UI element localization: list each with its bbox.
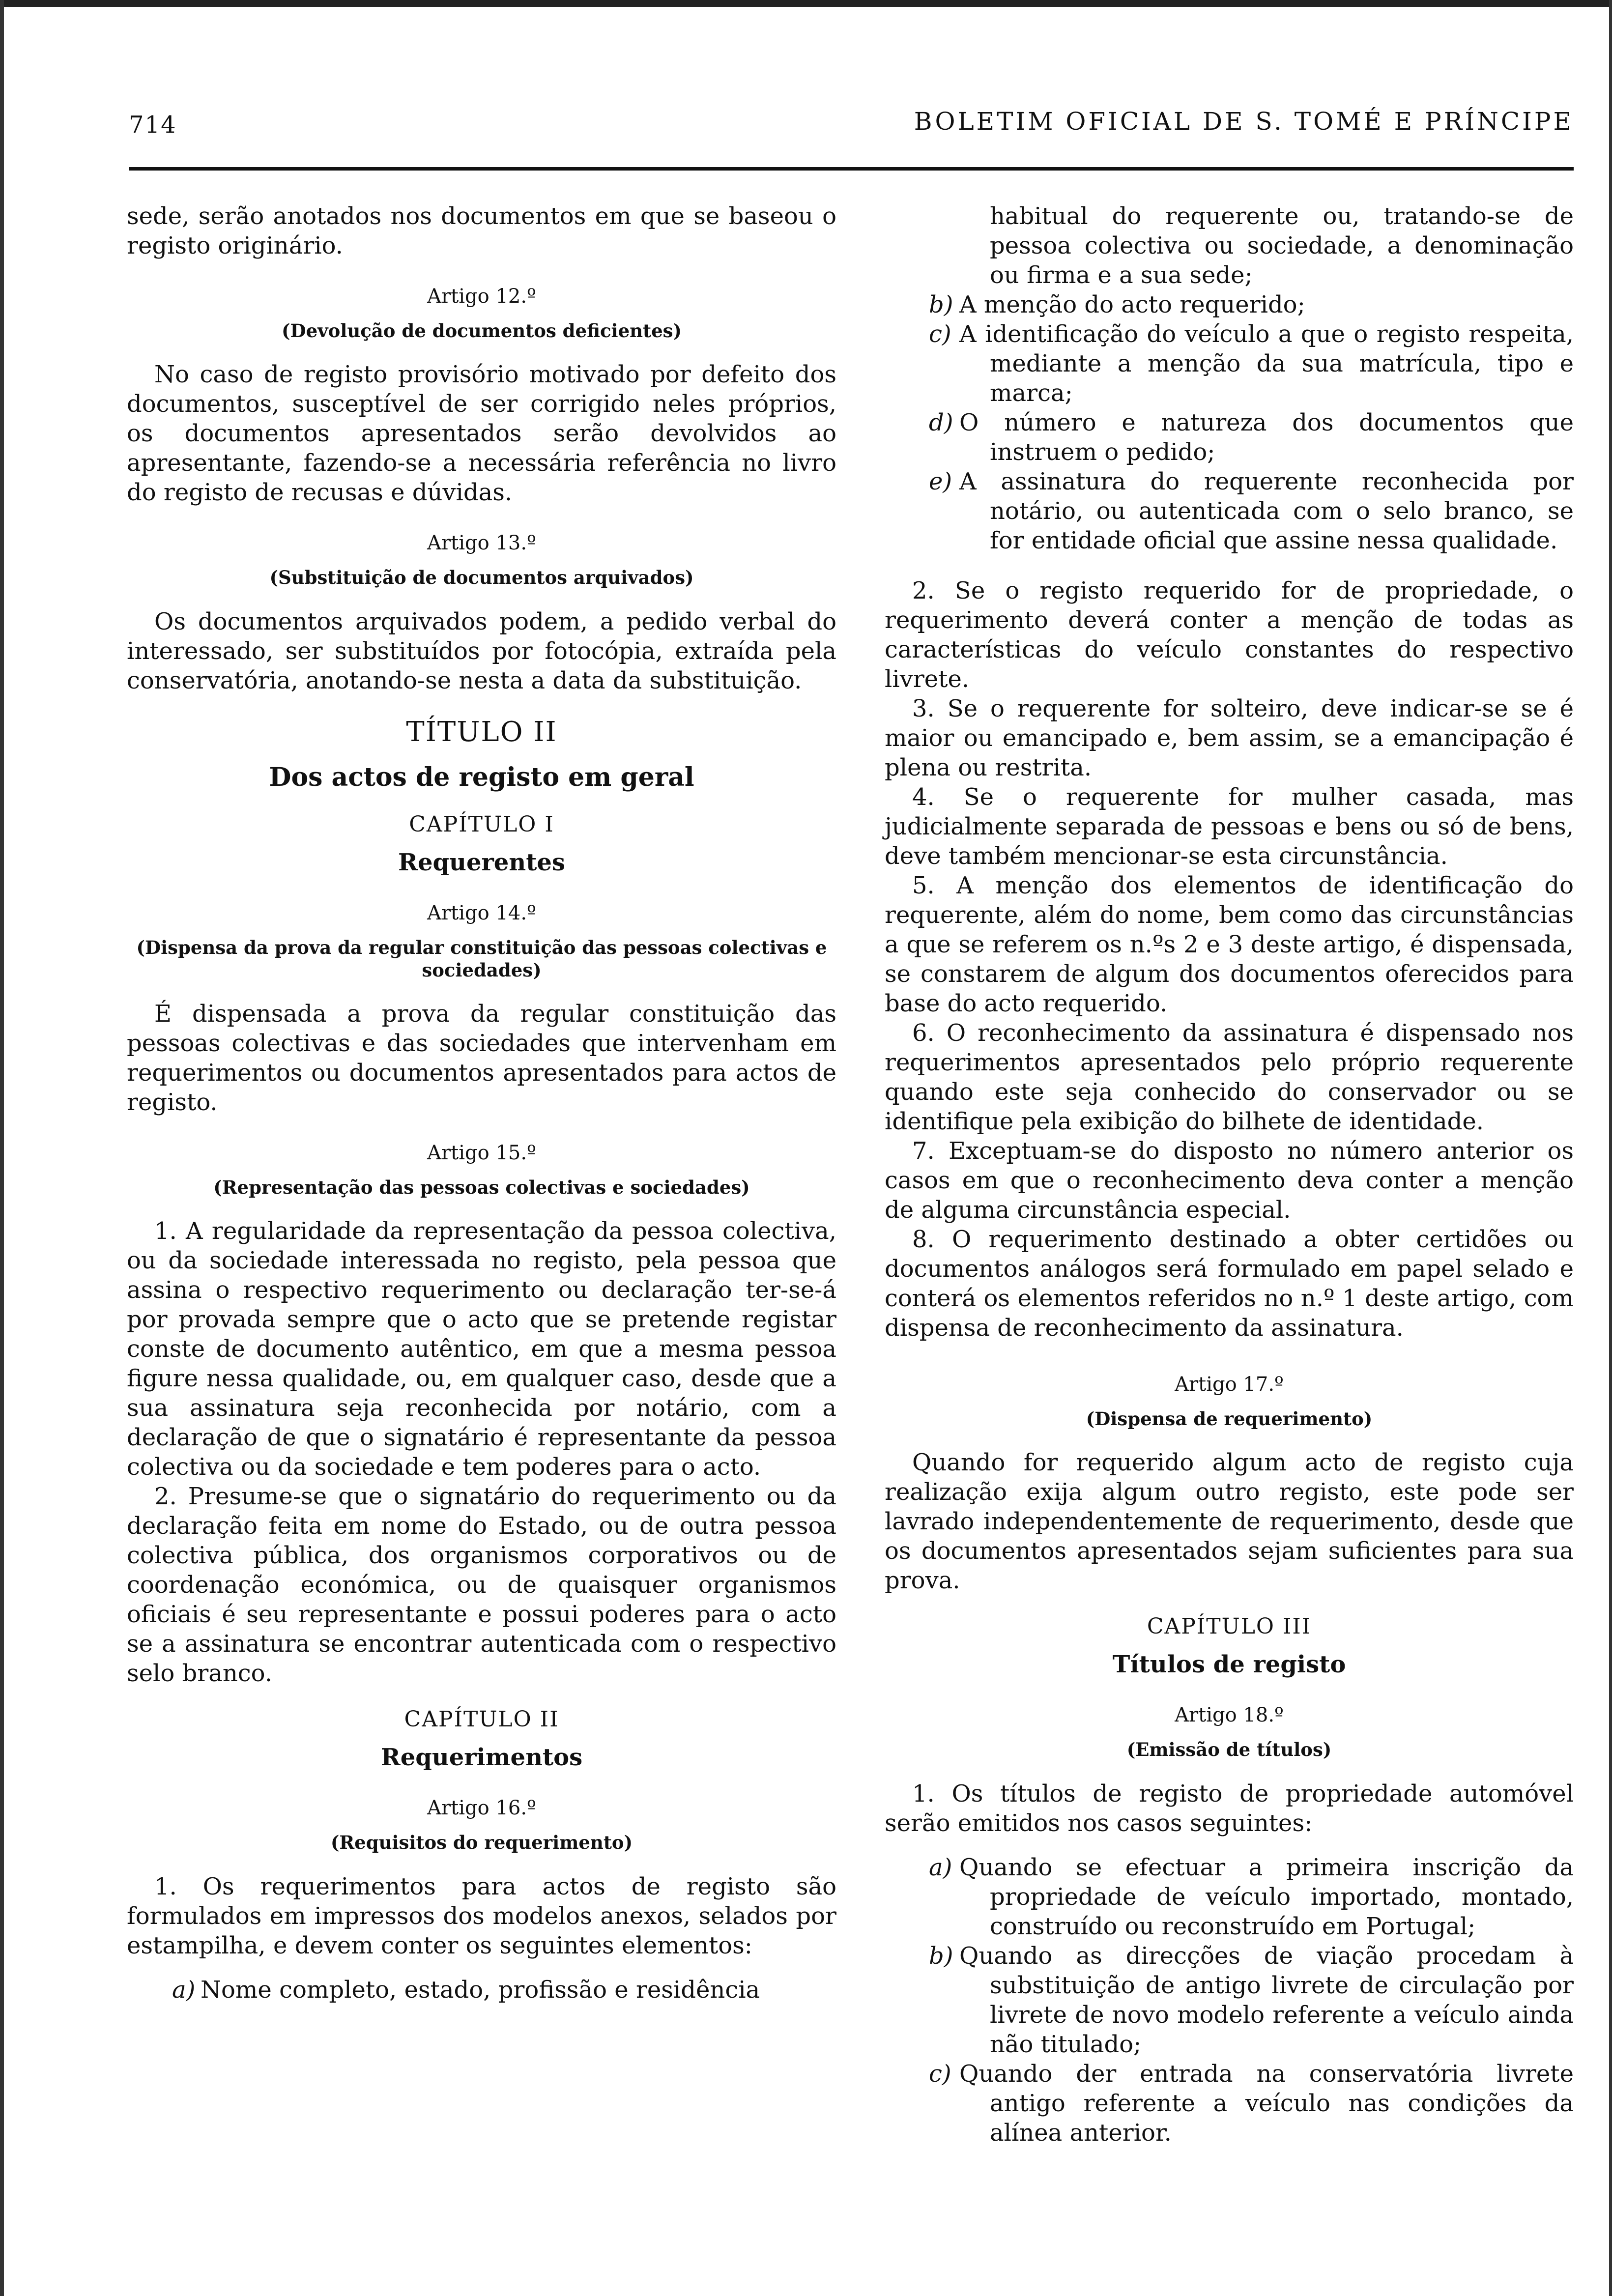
article-16-paragraph-8: 8. O requerimento destinado a obter certidões ou documentos análogos será formulado em papel selado e conterá os elementos referidos no n.º 1 deste artigo, com dispensa de reconhecimento da assinatura. xyxy=(885,1226,1574,1342)
article-15-heading: Artigo 15.º xyxy=(427,1142,536,1164)
article-16-title: (Requisitos do requerimento) xyxy=(330,1832,633,1854)
article-14-heading: Artigo 14.º xyxy=(427,901,536,924)
item-text: Quando as direcções de viação procedam à substituição de antigo livrete de circulação por livrete de novo modelo referente a veículo ainda não titulado; xyxy=(959,1942,1574,2058)
article-16-item-b: b) A menção do acto requerido; xyxy=(929,291,1305,318)
article-13-title: (Substituição de documentos arquivados) xyxy=(269,567,694,589)
article-16-item-a xyxy=(127,1975,836,2005)
article-16-item-d: d) O número e natureza dos documentos que instruem o pedido; xyxy=(929,409,1574,466)
article-16-paragraph-6: 6. O reconhecimento da assinatura é dispensado nos requerimentos apresentados pelo próprio requerente quando este seja conhecido do conservador ou se identifique pela exibição do bilhete de identidade. xyxy=(885,1019,1574,1135)
article-17-heading: Artigo 17.º xyxy=(1175,1373,1284,1396)
article-14-text: É dispensada a prova da regular constituição das pessoas colectivas e das sociedades que intervenham em requerimentos ou documentos apresentados para actos de registo. xyxy=(127,1000,836,1116)
article-16-paragraph-7: 7. Exceptuam-se do disposto no número anterior os casos em que o reconhecimento deva conter a menção de alguma circunstância especial. xyxy=(885,1137,1574,1224)
titulo-ii: TÍTULO II xyxy=(406,716,557,748)
article-15-title: (Representação das pessoas colectivas e sociedades) xyxy=(213,1177,750,1198)
article-16-paragraph-1: 1. Os requerimentos para actos de registo são formulados em impressos dos modelos anexos, selados por estampilha, e devem conter os seguintes elementos: xyxy=(127,1872,836,1959)
article-15-paragraph-1: 1. A regularidade da representação da pessoa colectiva, ou da sociedade interessada no registo, pela pessoa que assina o respectivo requerimento ou declaração ter-se-á por provada sempre que o acto que se pretende registar conste de documento autêntico, em que a mesma pessoa figure nessa qualidade, ou, em qualquer caso, desde que a sua assinatura seja reconhecida por notário, com a declaração de que o signatário é representante da pessoa colectiva ou da sociedade e tem poderes para o acto. xyxy=(127,1217,836,1481)
article-13-heading: Artigo 13.º xyxy=(427,532,536,555)
scan-right-border xyxy=(1609,0,1612,2296)
item-text: O número e natureza dos documentos que instruem o pedido; xyxy=(959,409,1574,466)
article-15-paragraph-2: 2. Presume-se que o signatário do requerimento ou da declaração feita em nome do Estado, ou de outra pessoa colectiva pública, dos organismos corporativos ou de coordenação económica, ou de quaisquer organismos oficiais é seu representante e possui poderes para o acto se a assinatura se encontrar autenticada com o respectivo selo branco. xyxy=(127,1483,836,1688)
capitulo-ii: CAPÍTULO II xyxy=(404,1707,559,1732)
capitulo-iii-title: Títulos de registo xyxy=(1112,1651,1346,1679)
item-a-continuation: habitual do requerente ou, tratando-se de pessoa colectiva ou sociedade, a denominação ou firma e a sua sede; xyxy=(990,202,1574,289)
right-column xyxy=(885,201,1574,2148)
article-18-heading: Artigo 18.º xyxy=(1175,1704,1284,1727)
article-16-paragraph-5: 5. A menção dos elementos de identificação do requerente, além do nome, bem como das circunstâncias a que se referem os n.ºs 2 e 3 deste artigo, é dispensada, se constarem de algum dos documentos oferecidos para base do acto requerido. xyxy=(885,872,1574,1017)
continuation-paragraph: sede, serão anotados nos documentos em que se baseou o registo originário. xyxy=(127,202,836,259)
titulo-ii-subtitle: Dos actos de registo em geral xyxy=(269,762,694,792)
article-12-title: (Devolução de documentos deficientes) xyxy=(282,320,682,342)
article-16-paragraph-2: 2. Se o registo requerido for de propriedade, o requerimento deverá conter a menção de todas as características do veículo constantes do respectivo livrete. xyxy=(885,577,1574,693)
item-text: Nome completo, estado, profissão e residência xyxy=(201,1976,760,2004)
article-17-title: (Dispensa de requerimento) xyxy=(1086,1408,1373,1430)
article-18-item-b: b) Quando as direcções de viação procedam à substituição de antigo livrete de circulação por livrete de novo modelo referente a veículo ainda não titulado; xyxy=(929,1942,1574,2058)
left-column xyxy=(127,201,836,2005)
article-17-text: Quando for requerido algum acto de registo cuja realização exija algum outro registo, este pode ser lavrado independentemente de requerimento, desde que os documentos apresentados sejam suficientes para sua prova. xyxy=(885,1449,1574,1595)
scan-top-border xyxy=(0,0,1612,7)
article-16-item-c: c) A identificação do veículo a que o registo respeita, mediante a menção da sua matrícula, tipo e marca; xyxy=(929,320,1574,407)
capitulo-i-title: Requerentes xyxy=(398,848,565,876)
article-18-paragraph-1: 1. Os títulos de registo de propriedade automóvel serão emitidos nos casos seguintes: xyxy=(885,1779,1574,1837)
page-number: 714 xyxy=(129,111,177,139)
item-text: Quando der entrada na conservatória livrete antigo referente a veículo nas condições da alínea anterior. xyxy=(959,2060,1574,2147)
running-title: BOLETIM OFICIAL DE S. TOMÉ E PRÍNCIPE xyxy=(914,107,1574,136)
article-16-paragraph-3: 3. Se o requerente for solteiro, deve indicar-se se é maior ou emancipado e, bem assim, se a emancipação é plena ou restrita. xyxy=(885,695,1574,781)
item-text: A identificação do veículo a que o registo respeita, mediante a menção da sua matrícula, tipo e marca; xyxy=(959,320,1574,407)
article-13-text: Os documentos arquivados podem, a pedido verbal do interessado, ser substituídos por fotocópia, extraída pela conservatória, anotando-se nesta a data da substituição. xyxy=(127,607,836,694)
capitulo-ii-title: Requerimentos xyxy=(380,1744,583,1772)
item-text: A menção do acto requerido; xyxy=(959,291,1305,318)
article-16-heading: Artigo 16.º xyxy=(427,1797,536,1820)
item-label: a) xyxy=(172,1976,196,2004)
article-12-heading: Artigo 12.º xyxy=(427,285,536,308)
article-18-item-c: c) Quando der entrada na conservatória livrete antigo referente a veículo nas condições da alínea anterior. xyxy=(929,2060,1574,2147)
article-16-item-e: e) A assinatura do requerente reconhecida por notário, ou autenticada com o selo branco, se for entidade oficial que assine nessa qualidade. xyxy=(929,468,1574,554)
article-16-paragraph-4: 4. Se o requerente for mulher casada, mas judicialmente separada de pessoas e bens ou só de bens, deve também mencionar-se esta circunstância. xyxy=(885,783,1574,870)
scan-left-border xyxy=(0,0,4,2296)
article-18-item-a: a) Quando se efectuar a primeira inscrição da propriedade de veículo importado, montado, construído ou reconstruído em Portugal; xyxy=(929,1853,1574,1940)
article-18-title: (Emissão de títulos) xyxy=(1126,1739,1332,1761)
header-rule xyxy=(129,167,1574,171)
capitulo-i: CAPÍTULO I xyxy=(409,811,554,837)
capitulo-iii: CAPÍTULO III xyxy=(1147,1614,1312,1639)
article-14-title: (Dispensa da prova da regular constituição das pessoas colectivas e sociedades) xyxy=(136,936,827,981)
item-text: A assinatura do requerente reconhecida por notário, ou autenticada com o selo branco, se for entidade oficial que assine nessa qualidade. xyxy=(959,468,1574,554)
item-text: Quando se efectuar a primeira inscrição da propriedade de veículo importado, montado, construído ou reconstruído em Portugal; xyxy=(959,1853,1574,1940)
article-12-text: No caso de registo provisório motivado por defeito dos documentos, susceptível de ser corrigido neles próprios, os documentos apresentados serão devolvidos ao apresentante, fazendo-se a necessária referência no livro do registo de recusas e dúvidas. xyxy=(127,361,836,507)
